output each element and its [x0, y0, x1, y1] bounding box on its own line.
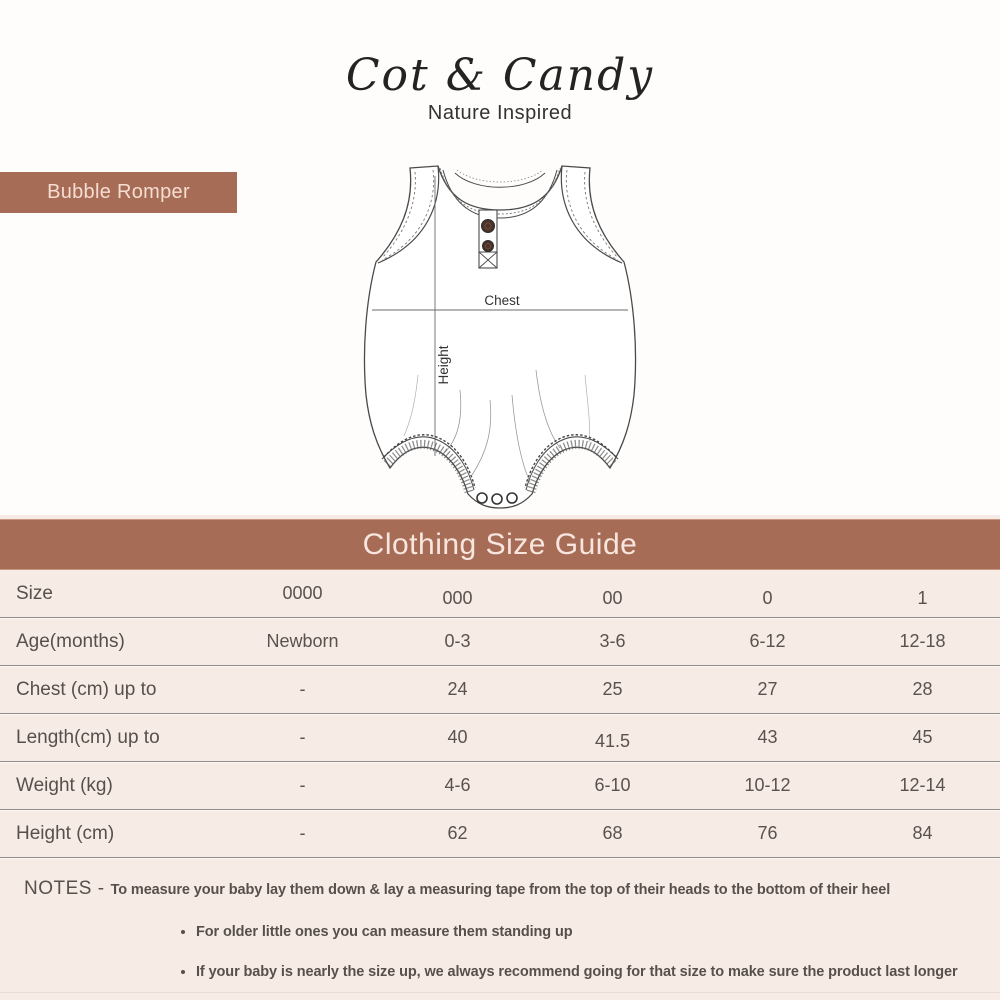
brand-tagline: Nature Inspired [427, 102, 573, 125]
table-cell: 27 [757, 679, 778, 699]
table-row [0, 762, 1000, 810]
brand-logo-text: Cot & Candy [345, 50, 655, 101]
table-cell: 0000 [282, 583, 323, 603]
table-cell: 76 [757, 823, 778, 843]
button-top [482, 220, 495, 233]
table-cell: 000 [442, 588, 473, 608]
table-cell: 3-6 [599, 631, 626, 651]
table-row [0, 618, 1000, 666]
row-label: Chest (cm) up to [16, 678, 157, 700]
notes-heading: NOTES - [24, 878, 105, 899]
notes-lead-line [24, 878, 976, 900]
table-row [0, 714, 1000, 762]
row-label: Size [16, 582, 53, 604]
button-bottom [483, 241, 494, 252]
row-label: Height (cm) [16, 822, 115, 844]
height-label: Height [436, 345, 451, 385]
snap-button [507, 493, 517, 503]
table-cell: 25 [602, 679, 623, 699]
row-label: Length(cm) up to [16, 726, 160, 748]
table-row [0, 666, 1000, 714]
table-cell: Newborn [266, 631, 339, 651]
notes-section [0, 858, 1000, 980]
snap-button [492, 494, 502, 504]
table-cell: 68 [602, 823, 623, 843]
row-label: Age(months) [16, 630, 125, 652]
table-cell: - [299, 775, 306, 795]
table-cell: - [299, 679, 306, 699]
table-cell: 12-14 [899, 775, 946, 795]
table-cell: 1 [917, 588, 928, 608]
table-cell: 6-10 [594, 775, 631, 795]
table-cell: 40 [447, 727, 468, 747]
table-cell: - [299, 727, 306, 747]
snap-button [477, 493, 487, 503]
table-cell: 43 [757, 727, 778, 747]
table-cell: 24 [447, 679, 468, 699]
table-cell: 0 [762, 588, 773, 608]
notes-bullet: • If your baby is nearly the size up, we always recommend going for that size to make sure the product last longer [196, 964, 976, 980]
table-cell: 4-6 [444, 775, 471, 795]
table-cell: 12-18 [899, 631, 946, 651]
table-cell: 62 [447, 823, 468, 843]
table-cell: 00 [602, 588, 623, 608]
row-label: Weight (kg) [16, 774, 113, 796]
chest-label: Chest [484, 293, 520, 308]
back-neckline-stitch [457, 170, 543, 182]
bottom-hairline [0, 992, 1000, 993]
table-cell: 28 [912, 679, 933, 699]
romper-diagram [360, 160, 640, 510]
romper-outline [364, 166, 635, 508]
table-cell: 10-12 [744, 775, 791, 795]
product-label-band [0, 172, 237, 213]
notes-bullet-list [196, 924, 976, 980]
table-cell: 41.5 [594, 731, 631, 751]
size-guide-title-band [0, 519, 1000, 570]
table-cell: 6-12 [749, 631, 786, 651]
table-row [0, 810, 1000, 858]
table-cell: 45 [912, 727, 933, 747]
size-guide-section [0, 515, 1000, 1000]
size-guide-title: Clothing Size Guide [362, 527, 638, 561]
size-table [0, 570, 1000, 858]
button-placket [479, 210, 497, 268]
brand-header [0, 52, 1000, 125]
notes-lead-text: To measure your baby lay them down & lay a measuring tape from the top of their heads to the bottom of their heel [110, 882, 891, 898]
back-neckline [455, 173, 545, 187]
product-label: Bubble Romper [47, 181, 190, 203]
notes-bullet: • For older little ones you can measure them standing up [196, 924, 976, 940]
table-cell: 84 [912, 823, 933, 843]
table-cell: - [299, 823, 306, 843]
table-cell: 0-3 [444, 631, 471, 651]
table-row [0, 570, 1000, 618]
